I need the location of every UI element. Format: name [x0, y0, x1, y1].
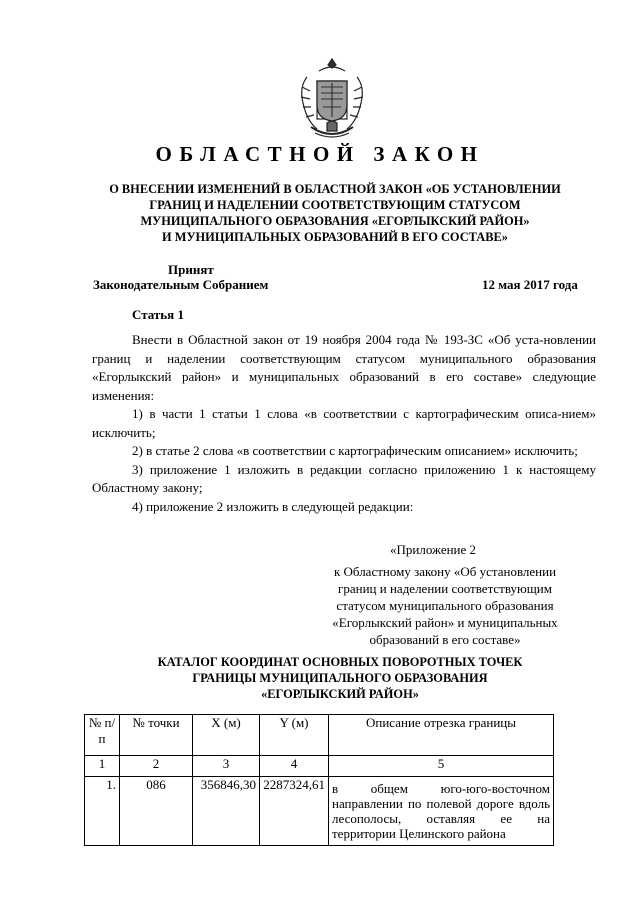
- coat-of-arms-icon: [297, 57, 367, 143]
- header-cell: X (м): [193, 715, 260, 756]
- annex-line: границ и наделении соответствующим: [338, 581, 552, 596]
- adopted-by: Законодательным Собранием: [93, 277, 269, 292]
- header-cell: Описание отрезка границы: [329, 715, 554, 756]
- subtitle-line: О ВНЕСЕНИИ ИЗМЕНЕНИЙ В ОБЛАСТНОЙ ЗАКОН «ОБ УСТАНОВЛЕНИИ: [109, 182, 561, 196]
- subtitle-line: ГРАНИЦ И НАДЕЛЕНИИ СООТВЕТСТВУЮЩИМ СТАТУСОМ: [149, 198, 521, 212]
- article-paragraph: 2) в статье 2 слова «в соответствии с картографическим описанием» исключить;: [132, 443, 578, 458]
- article-body: [92, 331, 596, 516]
- catalog-title-line: КАТАЛОГ КООРДИНАТ ОСНОВНЫХ ПОВОРОТНЫХ ТОЧЕК: [157, 655, 523, 669]
- annex-line: образований в его составе»: [369, 632, 521, 647]
- numbering-cell: 1: [85, 756, 120, 777]
- article-paragraph: 4) приложение 2 изложить в следующей редакции:: [132, 498, 414, 514]
- header-cell: № точки: [120, 715, 193, 756]
- annex-line: к Областному закону «Об установлении: [333, 564, 557, 579]
- annex-line: статусом муниципального образования: [336, 598, 554, 613]
- annex-block: [290, 541, 600, 648]
- law-title: ОБЛАСТНОЙ ЗАКОН: [155, 142, 485, 166]
- header-cell: Y (м): [260, 715, 329, 756]
- table-numbering-row: [85, 756, 554, 777]
- point-number-cell: 086: [120, 777, 193, 846]
- law-subtitle: [70, 181, 600, 245]
- coordinates-table: [84, 714, 554, 846]
- numbering-cell: 2: [120, 756, 193, 777]
- catalog-title: [100, 654, 580, 702]
- row-number-cell: 1.: [85, 777, 120, 846]
- article-paragraph: 3) приложение 1 изложить в редакции согласно приложению 1 к настоящему Областному закону;: [92, 461, 596, 495]
- numbering-cell: 3: [193, 756, 260, 777]
- numbering-cell: 5: [329, 756, 554, 777]
- table-row: [85, 777, 554, 846]
- subtitle-line: И МУНИЦИПАЛЬНЫХ ОБРАЗОВАНИЙ В ЕГО СОСТАВЕ»: [162, 230, 508, 244]
- annex-heading: «Приложение 2: [390, 542, 477, 557]
- segment-description-cell: в общем юго-юго-восточном направлении по полевой дороге вдоль лесополосы, оставляя ее на территории Целинского района: [329, 777, 554, 846]
- article-paragraph: 1) в части 1 статьи 1 слова «в соответствии с картографическим описа-нием» исключить;: [92, 406, 596, 440]
- header-cell: № п/п: [85, 715, 120, 756]
- y-coordinate-cell: 2287324,61: [260, 777, 329, 846]
- adopted-label: Принят: [168, 262, 214, 277]
- x-coordinate-cell: 356846,30: [193, 777, 260, 846]
- subtitle-line: МУНИЦИПАЛЬНОГО ОБРАЗОВАНИЯ «ЕГОРЛЫКСКИЙ РАЙОН»: [140, 214, 530, 228]
- catalog-title-line: «ЕГОРЛЫКСКИЙ РАЙОН»: [261, 687, 419, 701]
- article-heading: Статья 1: [132, 307, 184, 322]
- catalog-title-line: ГРАНИЦЫ МУНИЦИПАЛЬНОГО ОБРАЗОВАНИЯ: [192, 671, 488, 685]
- annex-line: «Егорлыкский район» и муниципальных: [332, 615, 558, 630]
- adoption-date: 12 мая 2017 года: [482, 277, 578, 292]
- table-header-row: [85, 715, 554, 756]
- numbering-cell: 4: [260, 756, 329, 777]
- article-paragraph: Внести в Областной закон от 19 ноября 2004 года № 193-ЗС «Об уста-новлении границ и наделении соответствующим статусом муниципального образования «Егорлыкский район» и муниципальных образований в его составе» следующие изменения:: [92, 332, 596, 403]
